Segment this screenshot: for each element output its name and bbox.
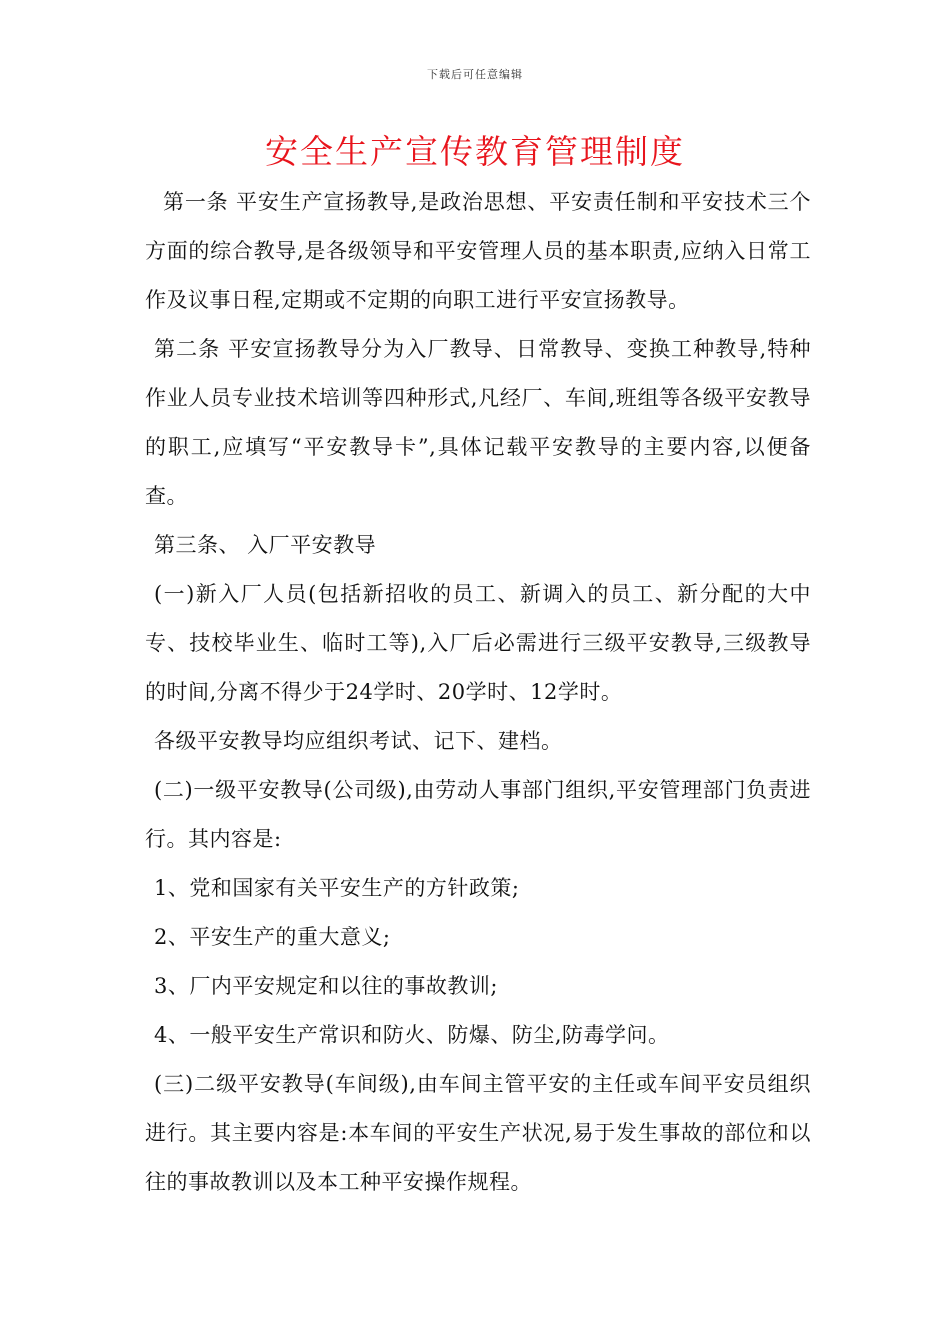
- section-2-paragraph: (二)一级平安教导(公司级),由劳动人事部门组织,平安管理部门负责进行。其内容是:: [145, 778, 811, 851]
- list-item-4: 4、一般平安生产常识和防火、防爆、防尘,防毒学问。: [154, 1023, 670, 1047]
- list-item-1: 1、党和国家有关平安生产的方针政策;: [154, 876, 520, 900]
- article-2-paragraph: 第二条 平安宣扬教导分为入厂教导、日常教导、变换工种教导,特种作业人员专业技术培训等四种形式,凡经厂、车间,班组等各级平安教导的职工,应填写“平安教导卡”,具体记载平安教导的主要内容,以便备查。: [145, 337, 811, 508]
- exam-note-paragraph: 各级平安教导均应组织考试、记下、建档。: [154, 729, 563, 753]
- article-1-paragraph: 第一条 平安生产宣扬教导,是政治思想、平安责任制和平安技术三个方面的综合教导,是各级领导和平安管理人员的基本职责,应纳入日常工作及议事日程,定期或不定期的向职工进行平安宣扬教导。: [145, 190, 811, 312]
- article-3-heading: 第三条、 入厂平安教导: [154, 533, 377, 557]
- list-item-2: 2、平安生产的重大意义;: [154, 925, 391, 949]
- document-title: 安全生产宣传教育管理制度: [265, 132, 685, 171]
- section-1-paragraph: (一)新入厂人员(包括新招收的员工、新调入的员工、新分配的大中专、技校毕业生、临时工等),入厂后必需进行三级平安教导,三级教导的时间,分离不得少于24学时、20学时、12学时。: [145, 582, 811, 704]
- header-note: 下载后可任意编辑: [427, 68, 523, 81]
- list-item-3: 3、厂内平安规定和以往的事故教训;: [154, 974, 498, 998]
- section-3-paragraph: (三)二级平安教导(车间级),由车间主管平安的主任或车间平安员组织进行。其主要内容是:本车间的平安生产状况,易于发生事故的部位和以往的事故教训以及本工种平安操作规程。: [145, 1072, 811, 1194]
- document-body: [145, 178, 811, 1207]
